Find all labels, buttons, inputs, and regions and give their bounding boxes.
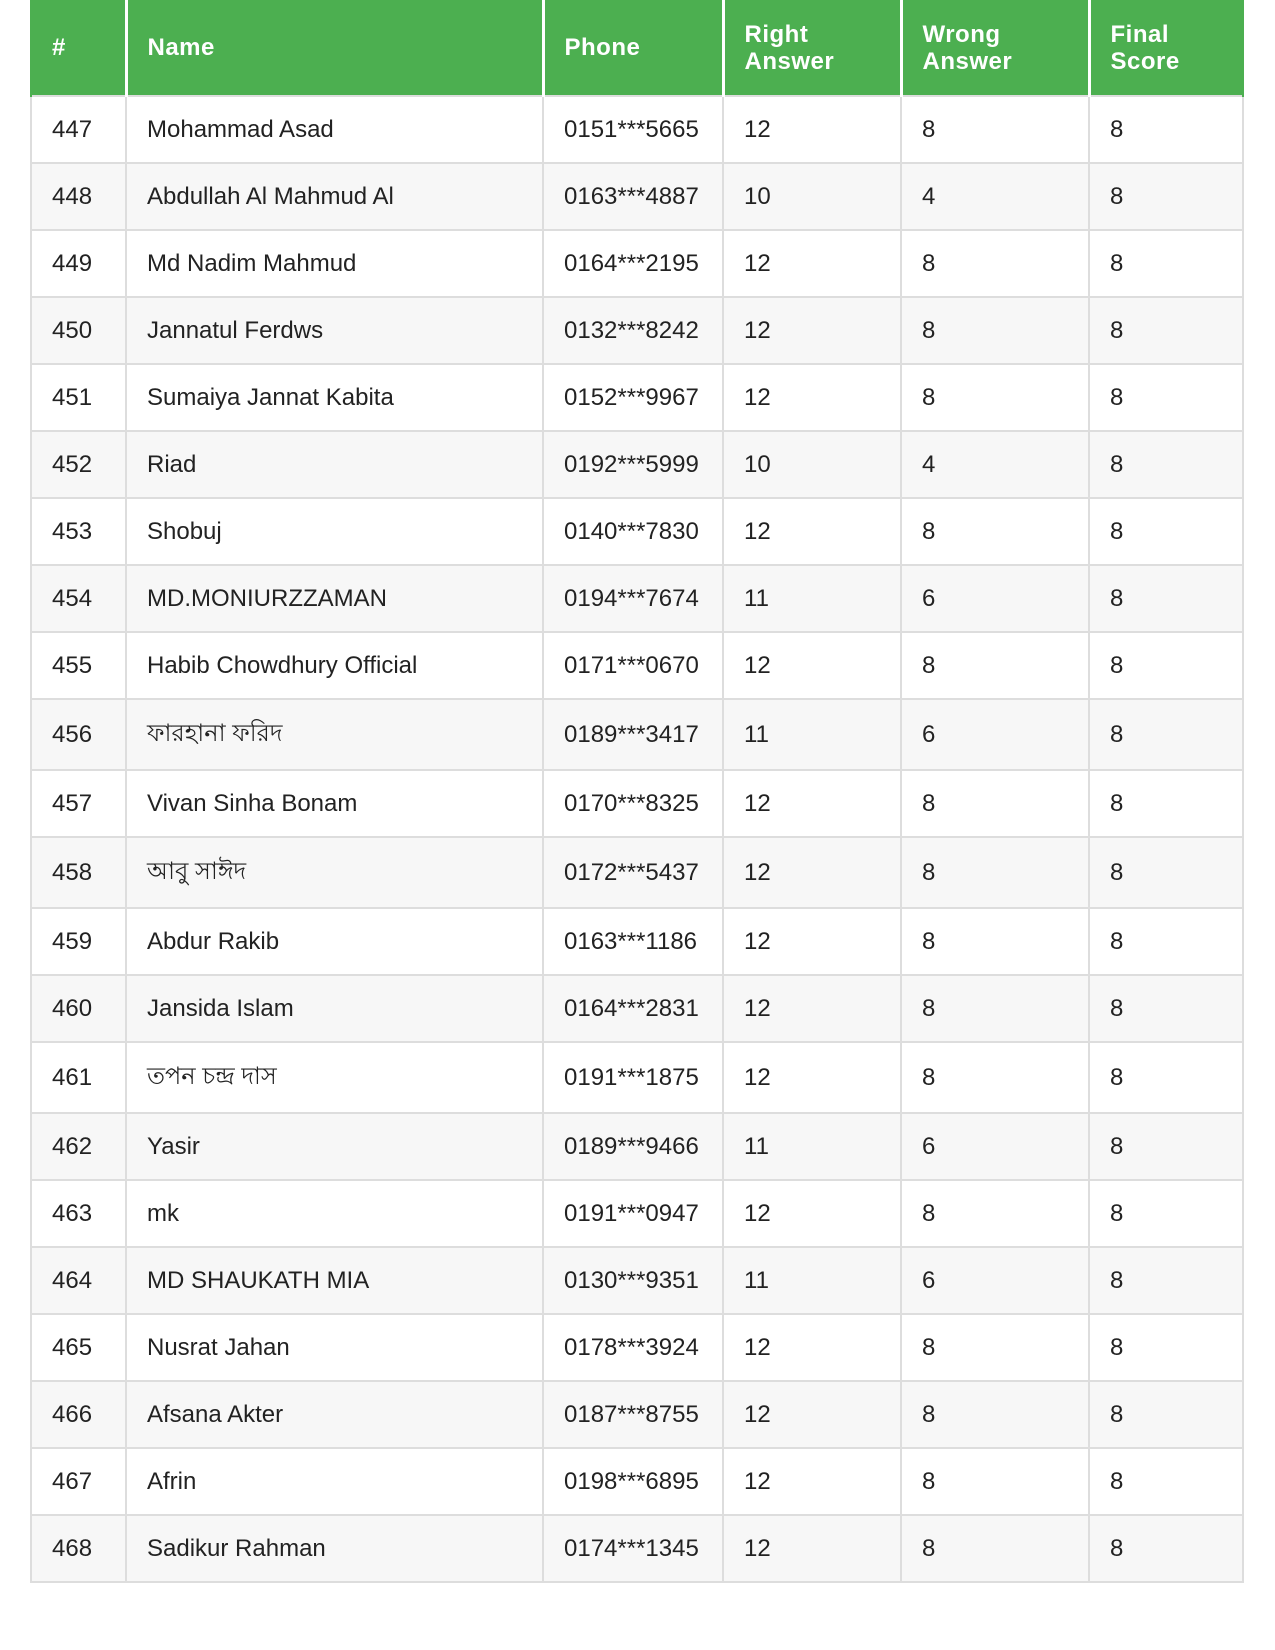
cell-final-score: 8: [1089, 1247, 1243, 1314]
table-row: [31, 1247, 1243, 1314]
cell-right-answer: 12: [723, 364, 901, 431]
table-row: [31, 1448, 1243, 1515]
cell-final-score: 8: [1089, 1113, 1243, 1180]
cell-number: 447: [31, 96, 126, 163]
table-row: [31, 431, 1243, 498]
cell-wrong-answer: 8: [901, 908, 1089, 975]
table-body: [31, 96, 1243, 1582]
cell-name: Shobuj: [126, 498, 543, 565]
cell-phone: 0174***1345: [543, 1515, 723, 1582]
cell-right-answer: 10: [723, 163, 901, 230]
cell-phone: 0189***9466: [543, 1113, 723, 1180]
cell-number: 457: [31, 770, 126, 837]
cell-wrong-answer: 8: [901, 230, 1089, 297]
cell-name: Yasir: [126, 1113, 543, 1180]
cell-phone: 0172***5437: [543, 837, 723, 908]
header-number: #: [31, 0, 126, 96]
table-row: [31, 837, 1243, 908]
cell-number: 468: [31, 1515, 126, 1582]
cell-name: Md Nadim Mahmud: [126, 230, 543, 297]
cell-final-score: 8: [1089, 1515, 1243, 1582]
header-wrong-answer: Wrong Answer: [901, 0, 1089, 96]
cell-name: mk: [126, 1180, 543, 1247]
cell-name: Sumaiya Jannat Kabita: [126, 364, 543, 431]
table-row: [31, 1314, 1243, 1381]
cell-final-score: 8: [1089, 1314, 1243, 1381]
cell-name: Jansida Islam: [126, 975, 543, 1042]
cell-final-score: 8: [1089, 632, 1243, 699]
cell-wrong-answer: 6: [901, 565, 1089, 632]
cell-final-score: 8: [1089, 498, 1243, 565]
table-row: [31, 1381, 1243, 1448]
table-row: [31, 699, 1243, 770]
cell-number: 464: [31, 1247, 126, 1314]
cell-phone: 0163***1186: [543, 908, 723, 975]
cell-wrong-answer: 6: [901, 1247, 1089, 1314]
header-right-answer: Right Answer: [723, 0, 901, 96]
cell-phone: 0151***5665: [543, 96, 723, 163]
cell-final-score: 8: [1089, 565, 1243, 632]
cell-right-answer: 12: [723, 1314, 901, 1381]
cell-name: MD.MONIURZZAMAN: [126, 565, 543, 632]
cell-phone: 0189***3417: [543, 699, 723, 770]
cell-wrong-answer: 8: [901, 1180, 1089, 1247]
cell-wrong-answer: 6: [901, 1113, 1089, 1180]
cell-right-answer: 12: [723, 908, 901, 975]
cell-final-score: 8: [1089, 364, 1243, 431]
cell-wrong-answer: 8: [901, 1042, 1089, 1113]
table-row: [31, 1113, 1243, 1180]
cell-wrong-answer: 8: [901, 837, 1089, 908]
cell-final-score: 8: [1089, 699, 1243, 770]
cell-right-answer: 12: [723, 1042, 901, 1113]
cell-name: Riad: [126, 431, 543, 498]
cell-final-score: 8: [1089, 96, 1243, 163]
cell-right-answer: 10: [723, 431, 901, 498]
header-final-score: Final Score: [1089, 0, 1243, 96]
cell-phone: 0187***8755: [543, 1381, 723, 1448]
cell-phone: 0130***9351: [543, 1247, 723, 1314]
cell-final-score: 8: [1089, 837, 1243, 908]
table-row: [31, 1180, 1243, 1247]
cell-number: 453: [31, 498, 126, 565]
cell-number: 467: [31, 1448, 126, 1515]
cell-right-answer: 12: [723, 837, 901, 908]
cell-right-answer: 12: [723, 498, 901, 565]
table-row: [31, 96, 1243, 163]
cell-name: MD SHAUKATH MIA: [126, 1247, 543, 1314]
table-row: [31, 770, 1243, 837]
cell-number: 458: [31, 837, 126, 908]
cell-final-score: 8: [1089, 163, 1243, 230]
table-row: [31, 908, 1243, 975]
cell-wrong-answer: 8: [901, 632, 1089, 699]
cell-wrong-answer: 8: [901, 1314, 1089, 1381]
cell-right-answer: 12: [723, 1448, 901, 1515]
cell-final-score: 8: [1089, 431, 1243, 498]
cell-name: Sadikur Rahman: [126, 1515, 543, 1582]
cell-name: Afrin: [126, 1448, 543, 1515]
table-row: [31, 1515, 1243, 1582]
cell-phone: 0140***7830: [543, 498, 723, 565]
cell-wrong-answer: 4: [901, 431, 1089, 498]
cell-wrong-answer: 8: [901, 498, 1089, 565]
table-row: [31, 1042, 1243, 1113]
cell-phone: 0191***0947: [543, 1180, 723, 1247]
cell-phone: 0132***8242: [543, 297, 723, 364]
cell-right-answer: 12: [723, 632, 901, 699]
cell-wrong-answer: 8: [901, 770, 1089, 837]
header-phone: Phone: [543, 0, 723, 96]
cell-number: 459: [31, 908, 126, 975]
table-row: [31, 498, 1243, 565]
cell-right-answer: 12: [723, 1180, 901, 1247]
cell-phone: 0178***3924: [543, 1314, 723, 1381]
cell-name: আবু সাঈদ: [126, 837, 543, 908]
cell-final-score: 8: [1089, 1448, 1243, 1515]
cell-phone: 0170***8325: [543, 770, 723, 837]
cell-name: Afsana Akter: [126, 1381, 543, 1448]
cell-wrong-answer: 4: [901, 163, 1089, 230]
cell-wrong-answer: 8: [901, 96, 1089, 163]
cell-right-answer: 12: [723, 975, 901, 1042]
cell-phone: 0192***5999: [543, 431, 723, 498]
cell-number: 450: [31, 297, 126, 364]
table-row: [31, 297, 1243, 364]
results-table: [30, 0, 1244, 1583]
cell-phone: 0152***9967: [543, 364, 723, 431]
cell-number: 461: [31, 1042, 126, 1113]
cell-final-score: 8: [1089, 908, 1243, 975]
header-name: Name: [126, 0, 543, 96]
cell-name: Abdullah Al Mahmud Al: [126, 163, 543, 230]
cell-name: Habib Chowdhury Official: [126, 632, 543, 699]
cell-phone: 0198***6895: [543, 1448, 723, 1515]
cell-number: 452: [31, 431, 126, 498]
cell-wrong-answer: 8: [901, 1515, 1089, 1582]
cell-right-answer: 12: [723, 230, 901, 297]
cell-right-answer: 12: [723, 1515, 901, 1582]
cell-phone: 0194***7674: [543, 565, 723, 632]
results-page: [30, 0, 1242, 1583]
cell-number: 454: [31, 565, 126, 632]
cell-phone: 0164***2831: [543, 975, 723, 1042]
cell-name: তপন চন্দ্র দাস: [126, 1042, 543, 1113]
cell-number: 451: [31, 364, 126, 431]
cell-final-score: 8: [1089, 975, 1243, 1042]
cell-wrong-answer: 8: [901, 364, 1089, 431]
cell-wrong-answer: 8: [901, 1448, 1089, 1515]
cell-number: 465: [31, 1314, 126, 1381]
table-row: [31, 163, 1243, 230]
cell-number: 456: [31, 699, 126, 770]
cell-name: Jannatul Ferdws: [126, 297, 543, 364]
cell-final-score: 8: [1089, 230, 1243, 297]
cell-right-answer: 12: [723, 1381, 901, 1448]
cell-right-answer: 11: [723, 1113, 901, 1180]
cell-number: 462: [31, 1113, 126, 1180]
cell-wrong-answer: 8: [901, 1381, 1089, 1448]
cell-final-score: 8: [1089, 1381, 1243, 1448]
cell-name: Nusrat Jahan: [126, 1314, 543, 1381]
cell-wrong-answer: 6: [901, 699, 1089, 770]
cell-phone: 0163***4887: [543, 163, 723, 230]
cell-right-answer: 12: [723, 770, 901, 837]
cell-phone: 0164***2195: [543, 230, 723, 297]
cell-number: 449: [31, 230, 126, 297]
cell-final-score: 8: [1089, 297, 1243, 364]
cell-number: 448: [31, 163, 126, 230]
table-row: [31, 565, 1243, 632]
table-header: [31, 0, 1243, 96]
table-row: [31, 975, 1243, 1042]
cell-name: Abdur Rakib: [126, 908, 543, 975]
cell-name: Mohammad Asad: [126, 96, 543, 163]
header-row: [31, 0, 1243, 96]
cell-name: Vivan Sinha Bonam: [126, 770, 543, 837]
cell-number: 460: [31, 975, 126, 1042]
cell-right-answer: 12: [723, 96, 901, 163]
cell-final-score: 8: [1089, 1180, 1243, 1247]
cell-name: ফারহানা ফরিদ: [126, 699, 543, 770]
cell-number: 466: [31, 1381, 126, 1448]
cell-final-score: 8: [1089, 770, 1243, 837]
cell-final-score: 8: [1089, 1042, 1243, 1113]
cell-right-answer: 11: [723, 699, 901, 770]
cell-number: 455: [31, 632, 126, 699]
cell-number: 463: [31, 1180, 126, 1247]
cell-wrong-answer: 8: [901, 297, 1089, 364]
cell-phone: 0191***1875: [543, 1042, 723, 1113]
cell-wrong-answer: 8: [901, 975, 1089, 1042]
table-row: [31, 364, 1243, 431]
cell-right-answer: 11: [723, 565, 901, 632]
table-row: [31, 230, 1243, 297]
cell-right-answer: 11: [723, 1247, 901, 1314]
cell-phone: 0171***0670: [543, 632, 723, 699]
table-row: [31, 632, 1243, 699]
cell-right-answer: 12: [723, 297, 901, 364]
